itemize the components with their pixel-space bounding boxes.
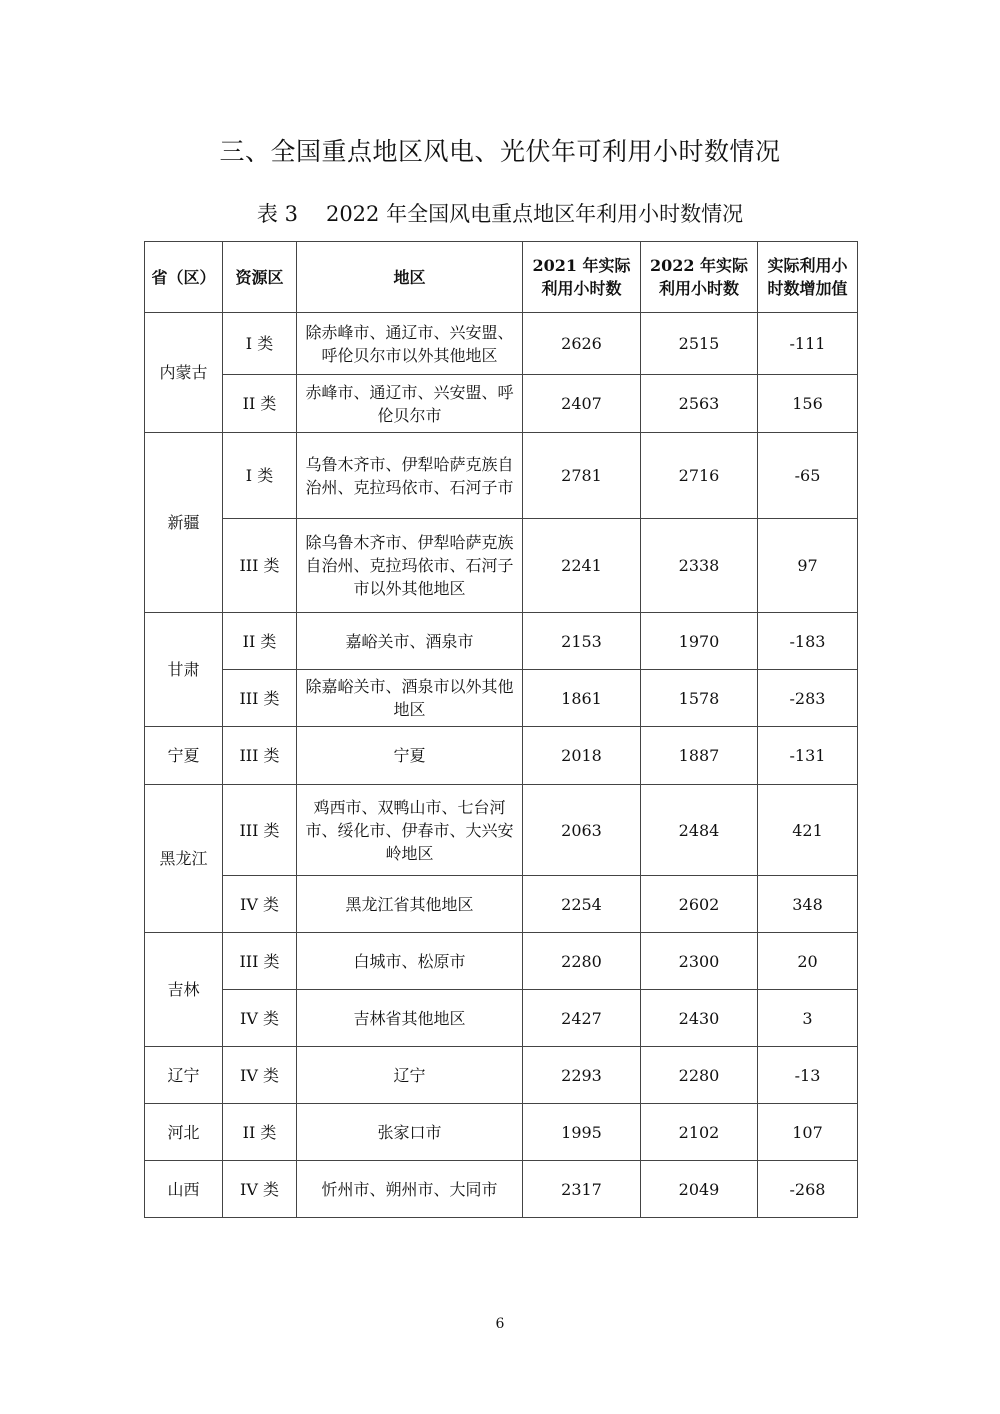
hours-2021-cell: 2293 [523,1047,641,1104]
table-row [145,785,858,876]
province-cell: 吉林 [145,933,223,1047]
increase-cell: 3 [758,990,858,1047]
zone-cell: III 类 [223,519,297,613]
table-caption [0,198,1000,228]
hours-2021-cell: 2427 [523,990,641,1047]
hours-2021-cell: 2241 [523,519,641,613]
zone-cell: IV 类 [223,1161,297,1218]
hours-2021-cell: 2626 [523,313,641,375]
table-row [145,613,858,670]
table-row [145,375,858,433]
hours-2022-cell: 2280 [641,1047,758,1104]
region-cell: 嘉峪关市、酒泉市 [297,613,523,670]
region-cell: 除乌鲁木齐市、伊犁哈萨克族自治州、克拉玛依市、石河子市以外其他地区 [297,519,523,613]
increase-cell: -131 [758,727,858,785]
province-cell: 宁夏 [145,727,223,785]
zone-cell: III 类 [223,670,297,727]
hours-2021-cell: 2407 [523,375,641,433]
hours-2021-cell: 2153 [523,613,641,670]
wind-hours-table [144,241,858,1218]
increase-cell: 156 [758,375,858,433]
hours-2022-cell: 2102 [641,1104,758,1161]
table-caption-label: 表 3 [256,202,298,226]
table-row [145,1047,858,1104]
hours-2022-cell: 2338 [641,519,758,613]
table-row [145,933,858,990]
region-cell: 乌鲁木齐市、伊犁哈萨克族自治州、克拉玛依市、石河子市 [297,433,523,519]
table-header-row [145,242,858,313]
header-hours-2022: 2022 年实际利用小时数 [641,242,758,313]
hours-2022-cell: 2484 [641,785,758,876]
zone-cell: II 类 [223,375,297,433]
zone-cell: IV 类 [223,990,297,1047]
zone-cell: III 类 [223,727,297,785]
hours-2021-cell: 1995 [523,1104,641,1161]
increase-cell: -13 [758,1047,858,1104]
hours-2021-cell: 2063 [523,785,641,876]
hours-2022-cell: 1970 [641,613,758,670]
header-resource-zone: 资源区 [223,242,297,313]
increase-cell: -283 [758,670,858,727]
province-cell: 新疆 [145,433,223,613]
region-cell: 忻州市、朔州市、大同市 [297,1161,523,1218]
hours-2021-cell: 2280 [523,933,641,990]
hours-2022-cell: 1578 [641,670,758,727]
table-row [145,670,858,727]
increase-cell: 97 [758,519,858,613]
zone-cell: III 类 [223,785,297,876]
increase-cell: 107 [758,1104,858,1161]
increase-cell: 348 [758,876,858,933]
hours-2021-cell: 2018 [523,727,641,785]
hours-2022-cell: 2602 [641,876,758,933]
header-province: 省（区） [145,242,223,313]
hours-2022-cell: 2300 [641,933,758,990]
section-heading: 三、全国重点地区风电、光伏年可利用小时数情况 [219,137,781,166]
hours-2022-cell: 2430 [641,990,758,1047]
region-cell: 黑龙江省其他地区 [297,876,523,933]
table-row [145,519,858,613]
table-row [145,1161,858,1218]
region-cell: 除赤峰市、通辽市、兴安盟、呼伦贝尔市以外其他地区 [297,313,523,375]
zone-cell: III 类 [223,933,297,990]
hours-2022-cell: 2563 [641,375,758,433]
province-cell: 辽宁 [145,1047,223,1104]
increase-cell: -65 [758,433,858,519]
province-cell: 山西 [145,1161,223,1218]
region-cell: 吉林省其他地区 [297,990,523,1047]
table-row [145,990,858,1047]
zone-cell: IV 类 [223,1047,297,1104]
header-increase: 实际利用小时数增加值 [758,242,858,313]
province-cell: 河北 [145,1104,223,1161]
increase-cell: 421 [758,785,858,876]
hours-2022-cell: 2716 [641,433,758,519]
zone-cell: I 类 [223,433,297,519]
zone-cell: II 类 [223,1104,297,1161]
region-cell: 白城市、松原市 [297,933,523,990]
table-row [145,433,858,519]
region-cell: 张家口市 [297,1104,523,1161]
table-row [145,1104,858,1161]
increase-cell: 20 [758,933,858,990]
increase-cell: -183 [758,613,858,670]
province-cell: 黑龙江 [145,785,223,933]
region-cell: 鸡西市、双鸭山市、七台河市、绥化市、伊春市、大兴安岭地区 [297,785,523,876]
increase-cell: -268 [758,1161,858,1218]
region-cell: 宁夏 [297,727,523,785]
header-hours-2021: 2021 年实际利用小时数 [523,242,641,313]
page-number: 6 [495,1316,505,1332]
hours-2021-cell: 2317 [523,1161,641,1218]
region-cell: 除嘉峪关市、酒泉市以外其他地区 [297,670,523,727]
hours-2021-cell: 2781 [523,433,641,519]
zone-cell: II 类 [223,613,297,670]
region-cell: 赤峰市、通辽市、兴安盟、呼伦贝尔市 [297,375,523,433]
header-region: 地区 [297,242,523,313]
zone-cell: IV 类 [223,876,297,933]
table-caption-title: 2022 年全国风电重点地区年利用小时数情况 [325,202,744,226]
table-row [145,313,858,375]
province-cell: 内蒙古 [145,313,223,433]
hours-2021-cell: 2254 [523,876,641,933]
table-row [145,727,858,785]
zone-cell: I 类 [223,313,297,375]
hours-2022-cell: 2049 [641,1161,758,1218]
province-cell: 甘肃 [145,613,223,727]
hours-2021-cell: 1861 [523,670,641,727]
region-cell: 辽宁 [297,1047,523,1104]
hours-2022-cell: 1887 [641,727,758,785]
table-row [145,876,858,933]
increase-cell: -111 [758,313,858,375]
hours-2022-cell: 2515 [641,313,758,375]
